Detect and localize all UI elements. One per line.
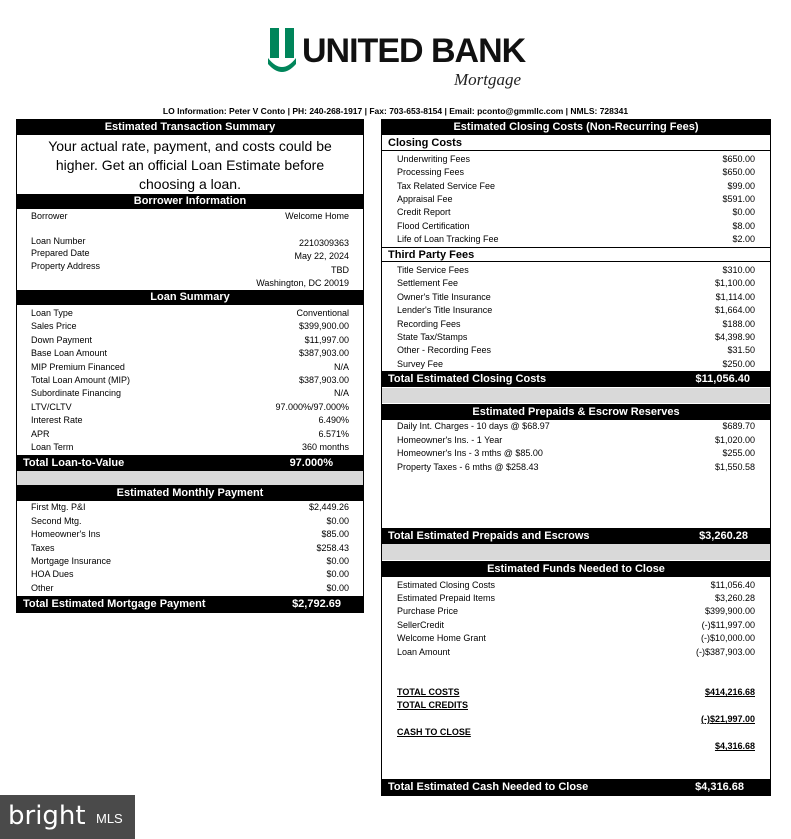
fee-row: Recording Fees $188.00 xyxy=(397,319,755,329)
fee-row: Settlement Fee $1,100.00 xyxy=(397,278,755,288)
prepaid-row: Homeowner's Ins - 3 mths @ $85.00 $255.00 xyxy=(397,448,755,458)
funds-row: SellerCredit (-)$11,997.00 xyxy=(397,620,755,630)
bank-logo-mark-icon xyxy=(268,28,296,72)
monthly-total-row: Total Estimated Mortgage Payment $2,792.69 xyxy=(17,596,363,612)
loan-row: Loan Type Conventional xyxy=(31,308,349,318)
borrower-row: Washington, DC 20019 xyxy=(256,278,349,288)
prepaid-row: Daily Int. Charges - 10 days @ $68.97 $689.70 xyxy=(397,421,755,431)
fee-row: Underwriting Fees $650.00 xyxy=(397,154,755,164)
bank-name: UNITED BANK xyxy=(302,32,526,70)
summary-title: Estimated Transaction Summary xyxy=(17,120,363,135)
total-credits-label-row: TOTAL CREDITS xyxy=(397,700,469,710)
closing-costs-panel xyxy=(381,119,771,796)
prepaids-total-row: Total Estimated Prepaids and Escrows $3,260.28 xyxy=(382,528,770,544)
watermark-brand: bright xyxy=(8,801,86,831)
notice-text: Your actual rate, payment, and costs could be higher. Get an official Loan Estimate before choosing a loan. xyxy=(48,138,332,192)
monthly-row: Other $0.00 xyxy=(31,583,349,593)
loan-row: MIP Premium Financed N/A xyxy=(31,362,349,372)
prepaids-title: Estimated Prepaids & Escrow Reserves xyxy=(382,404,770,420)
closing-costs-head: Closing Costs xyxy=(382,136,770,151)
monthly-row: First Mtg. P&I $2,449.26 xyxy=(31,502,349,512)
loan-row: Sales Price $399,900.00 xyxy=(31,321,349,331)
loan-row: LTV/CLTV 97.000%/97.000% xyxy=(31,402,349,412)
cash-to-close-value-row: $4,316.68 xyxy=(714,741,755,751)
fee-row: Tax Related Service Fee $99.00 xyxy=(397,181,755,191)
loan-row: Base Loan Amount $387,903.00 xyxy=(31,348,349,358)
cash-to-close-label-row: CASH TO CLOSE xyxy=(397,727,471,737)
loan-officer-info: LO Information: Peter V Conto | PH: 240-268-1917 | Fax: 703-653-8154 | Email: pconto@gmmllc.com | NMLS: 728341 xyxy=(162,106,629,116)
fee-row: Processing Fees $650.00 xyxy=(397,167,755,177)
loan-row: Subordinate Financing N/A xyxy=(31,388,349,398)
fee-row: Credit Report $0.00 xyxy=(397,207,755,217)
prepaid-row: Property Taxes - 6 mths @ $258.43 $1,550.58 xyxy=(397,462,755,472)
ltv-total-row: Total Loan-to-Value 97.000% xyxy=(17,455,363,471)
monthly-row: Taxes $258.43 xyxy=(31,543,349,553)
fee-row: Title Service Fees $310.00 xyxy=(397,265,755,275)
funds-row: Estimated Closing Costs $11,056.40 xyxy=(397,580,755,590)
bank-subtitle: Mortgage xyxy=(454,70,522,89)
loan-summary-title: Loan Summary xyxy=(17,290,363,305)
loan-row: APR 6.571% xyxy=(31,429,349,439)
fee-row: Flood Certification $8.00 xyxy=(397,221,755,231)
fee-row: Other - Recording Fees $31.50 xyxy=(397,345,755,355)
fee-row: Survey Fee $250.00 xyxy=(397,359,755,369)
loan-row: Interest Rate 6.490% xyxy=(31,415,349,425)
transaction-summary-panel xyxy=(16,119,364,613)
funds-row: Welcome Home Grant (-)$10,000.00 xyxy=(397,633,755,643)
cash-total-row: Total Estimated Cash Needed to Close $4,316.68 xyxy=(382,779,770,796)
monthly-row: Second Mtg. $0.00 xyxy=(31,516,349,526)
funds-row: Estimated Prepaid Items $3,260.28 xyxy=(397,593,755,603)
closing-total-row: Total Estimated Closing Costs $11,056.40 xyxy=(382,371,770,387)
borrower-row: Borrower Welcome Home xyxy=(31,211,349,221)
total-costs-row: TOTAL COSTS $414,216.68 xyxy=(397,687,755,697)
fee-row: State Tax/Stamps $4,398.90 xyxy=(397,332,755,342)
fee-row: Lender's Title Insurance $1,664.00 xyxy=(397,305,755,315)
fee-row: Life of Loan Tracking Fee $2.00 xyxy=(397,234,755,244)
monthly-row: Mortgage Insurance $0.00 xyxy=(31,556,349,566)
fee-row: Appraisal Fee $591.00 xyxy=(397,194,755,204)
monthly-title: Estimated Monthly Payment xyxy=(17,485,363,501)
monthly-row: HOA Dues $0.00 xyxy=(31,569,349,579)
closing-title: Estimated Closing Costs (Non-Recurring Fees) xyxy=(382,120,770,135)
loan-row: Loan Term 360 months xyxy=(31,442,349,452)
bank-logo xyxy=(268,28,528,90)
fee-row: Owner's Title Insurance $1,114.00 xyxy=(397,292,755,302)
funds-row: Purchase Price $399,900.00 xyxy=(397,606,755,616)
bright-mls-watermark xyxy=(0,795,135,839)
funds-title: Estimated Funds Needed to Close xyxy=(382,561,770,577)
spacer xyxy=(17,471,363,485)
watermark-suffix: MLS xyxy=(96,811,123,826)
loan-row: Total Loan Amount (MIP) $387,903.00 xyxy=(31,375,349,385)
monthly-row: Homeowner's Ins $85.00 xyxy=(31,529,349,539)
spacer xyxy=(382,544,770,560)
borrower-title: Borrower Information xyxy=(17,194,363,209)
third-party-head: Third Party Fees xyxy=(382,247,770,262)
total-credits-value-row: (-)$21,997.00 xyxy=(700,714,755,724)
prepaid-row: Homeowner's Ins. - 1 Year $1,020.00 xyxy=(397,435,755,445)
funds-row: Loan Amount (-)$387,903.00 xyxy=(397,647,755,657)
borrower-row: Loan Number 2210309363 xyxy=(31,236,349,248)
borrower-row: Property Address TBD xyxy=(31,261,349,275)
loan-row: Down Payment $11,997.00 xyxy=(31,335,349,345)
borrower-row: Prepared Date May 22, 2024 xyxy=(31,248,349,261)
spacer xyxy=(382,388,770,403)
